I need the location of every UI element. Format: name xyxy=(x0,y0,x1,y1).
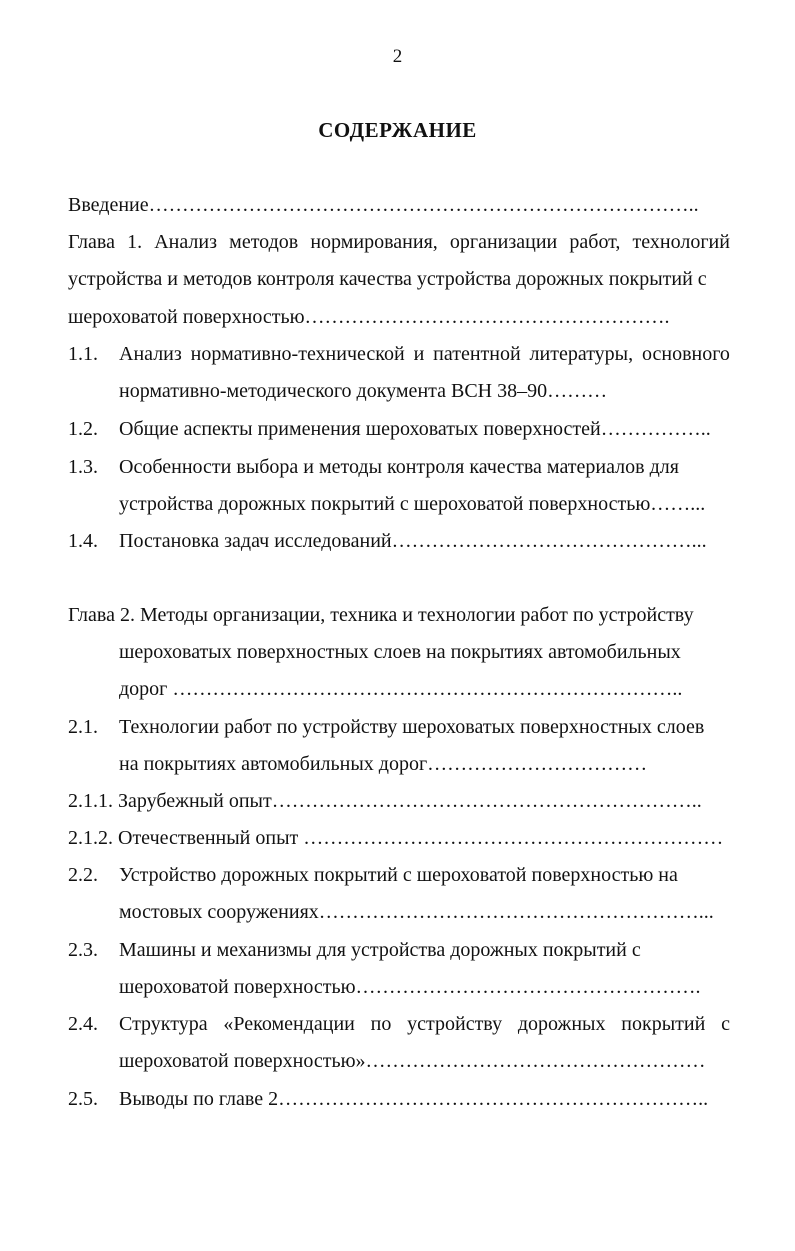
toc-section-number: 2.3. xyxy=(68,939,98,961)
word: нормативно-технической xyxy=(190,343,405,365)
toc-section-2-5: Выводы по главе 2……………………………………………………….. xyxy=(119,1088,709,1110)
toc-chapter-2-line-2: шероховатых поверхностных слоев на покрытиях автомобильных xyxy=(119,641,681,663)
word: литературы, xyxy=(529,343,634,365)
toc-section-1-1-line-2: нормативно-методического документа ВСН 38–90……… xyxy=(119,380,608,402)
toc-section-number: 1.2. xyxy=(68,418,98,440)
page-number: 2 xyxy=(392,46,403,67)
toc-section-number: 1.4. xyxy=(68,530,98,552)
word: работ, xyxy=(569,231,621,253)
toc-section-1-4: Постановка задач исследований………………………………………... xyxy=(119,530,707,552)
toc-chapter-1-line-2: устройства и методов контроля качества устройства дорожных покрытий с xyxy=(68,268,707,290)
toc-section-number: 2.1. xyxy=(68,716,98,738)
word: методов xyxy=(229,231,299,253)
toc-section-2-1-line-1: Технологии работ по устройству шероховатых поверхностных слоев xyxy=(119,716,705,738)
toc-intro: Введение……………………………………………………………………….. xyxy=(68,194,699,216)
word: 1. xyxy=(127,231,143,253)
word: с xyxy=(721,1013,730,1035)
toc-chapter-2-line-1: Глава 2. Методы организации, техника и технологии работ по устройству xyxy=(68,604,694,626)
toc-section-2-4-line-2: шероховатой поверхностью»…………………………………………… xyxy=(119,1050,706,1072)
toc-section-2-1-1: 2.1.1. Зарубежный опыт……………………………………………………….. xyxy=(68,790,702,812)
toc-section-2-2-line-1: Устройство дорожных покрытий с шероховатой поверхностью на xyxy=(119,864,678,886)
toc-section-number: 2.2. xyxy=(68,864,98,886)
word: «Рекомендации xyxy=(223,1013,355,1035)
word: Анализ xyxy=(119,343,182,365)
toc-section-number: 2.4. xyxy=(68,1013,98,1035)
word: и xyxy=(413,343,425,365)
word: дорожных xyxy=(517,1013,606,1035)
word: технологий xyxy=(632,231,730,253)
toc-section-1-2: Общие аспекты применения шероховатых поверхностей…………….. xyxy=(119,418,711,440)
toc-section-2-2-line-2: мостовых сооружениях…………………………………………………... xyxy=(119,901,714,923)
toc-chapter-1-line-3: шероховатой поверхностью………………………………………………. xyxy=(68,306,670,328)
toc-section-2-1-2: 2.1.2. Отечественный опыт ……………………………………………………… xyxy=(68,827,724,849)
toc-section-2-3-line-1: Машины и механизмы для устройства дорожных покрытий с xyxy=(119,939,641,961)
word: Структура xyxy=(119,1013,208,1035)
word: Анализ xyxy=(154,231,218,253)
toc-section-number: 1.1. xyxy=(68,343,98,365)
word: патентной xyxy=(433,343,521,365)
toc-section-1-3-line-2: устройства дорожных покрытий с шероховатой поверхностью……... xyxy=(119,493,706,515)
word: организации xyxy=(449,231,558,253)
toc-section-2-1-line-2: на покрытиях автомобильных дорог…………………………… xyxy=(119,753,648,775)
toc-section-1-1-line-1 xyxy=(119,342,730,366)
toc-section-1-3-line-1: Особенности выбора и методы контроля качества материалов для xyxy=(119,456,679,478)
word: по xyxy=(370,1013,392,1035)
page-title: СОДЕРЖАНИЕ xyxy=(318,118,477,142)
word: нормирования, xyxy=(310,231,438,253)
toc-section-2-3-line-2: шероховатой поверхностью……………………………………………. xyxy=(119,976,701,998)
toc-chapter-1-line-1 xyxy=(68,230,730,254)
toc-section-number: 2.5. xyxy=(68,1088,98,1110)
toc-section-number: 1.3. xyxy=(68,456,98,478)
word: устройству xyxy=(407,1013,503,1035)
word: Глава xyxy=(68,231,115,253)
toc-section-2-4-line-1 xyxy=(119,1012,730,1036)
toc-chapter-2-line-3: дорог ………………………………………………………………….. xyxy=(119,678,683,700)
word: основного xyxy=(642,343,730,365)
word: покрытий xyxy=(621,1013,706,1035)
